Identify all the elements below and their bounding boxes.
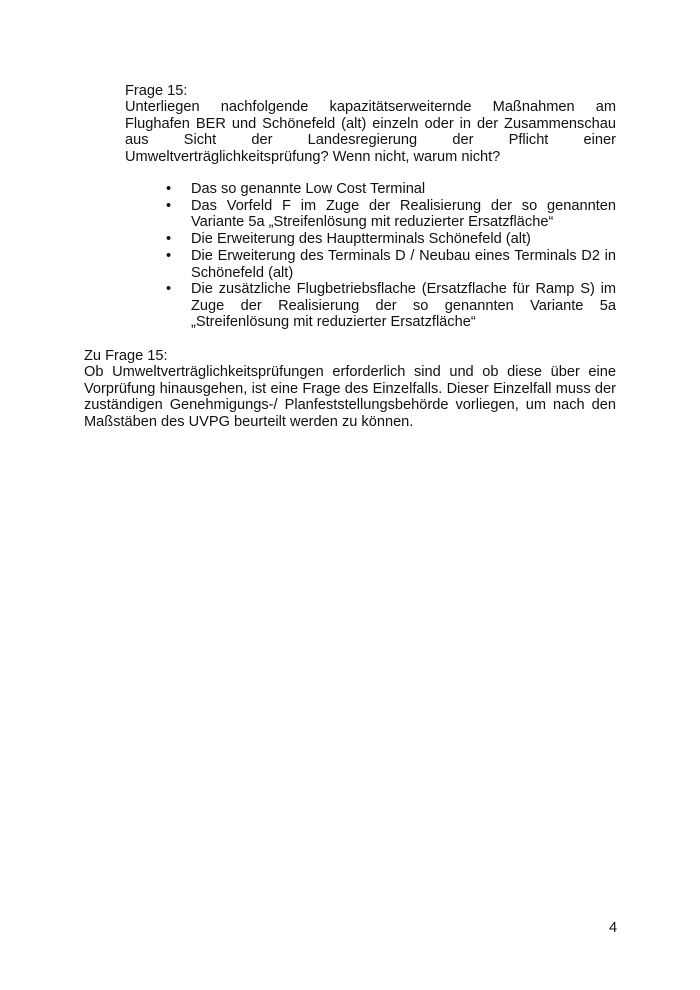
list-item (166, 197, 616, 231)
list-item (166, 231, 616, 248)
list-item (166, 248, 616, 281)
list-item-text: Die Erweiterung des Hauptterminals Schönefeld (alt) (191, 231, 531, 248)
list-item-text: Die zusätzliche Flugbetriebsflache (Ersatzflache für Ramp S) im Zuge der Realisierung der so genannten Variante 5a „Streifenlösung mit reduzierter Ersatzfläche“ (191, 281, 616, 331)
answer-text: Ob Umweltverträglichkeitsprüfungen erforderlich sind und ob diese über eine Vorprüfung hinausgehen, ist eine Frage des Einzelfalls. Dieser Einzelfall muss der zuständigen Genehmigungs-/ Planfeststellungsbehörde vorliegen, um nach den Maßstäben des UVPG beurteilt werden zu können. (84, 364, 616, 430)
question-section (125, 83, 616, 165)
answer-section (84, 348, 616, 430)
bullet-icon: • (166, 197, 172, 214)
bullet-icon: • (166, 248, 172, 265)
list-item (166, 181, 616, 197)
list-item-text: Das Vorfeld F im Zuge der Realisierung der so genannten Variante 5a „Streifenlösung mit reduzierter Ersatzfläche“ (191, 197, 616, 231)
page-number: 4 (609, 920, 618, 936)
answer-heading: Zu Frage 15: (84, 348, 168, 364)
list-item-text: Das so genannte Low Cost Terminal (191, 181, 426, 197)
bullet-icon: • (166, 281, 172, 298)
measures-list (166, 181, 616, 331)
list-item (166, 281, 616, 331)
bullet-icon: • (166, 181, 172, 197)
question-heading: Frage 15: (125, 83, 188, 99)
bullet-icon: • (166, 231, 172, 248)
list-item-text: Die Erweiterung des Terminals D / Neubau eines Terminals D2 in Schönefeld (alt) (191, 248, 616, 281)
question-text: Unterliegen nachfolgende kapazitätserweiternde Maßnahmen am Flughafen BER und Schönefeld (alt) einzeln oder in der Zusammenschau aus Sicht der Landesregierung der Pflicht einer Umweltverträglichkeitsprüfung? Wenn nicht, warum nicht? (125, 99, 616, 165)
